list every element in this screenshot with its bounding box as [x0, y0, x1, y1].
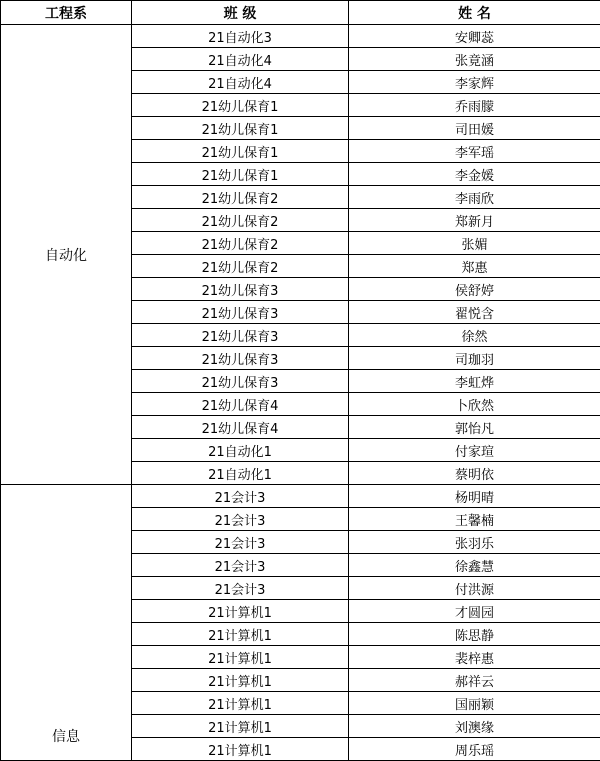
class-cell: 21幼儿保育3: [132, 324, 349, 347]
name-cell: 周乐瑶: [349, 738, 600, 761]
name-cell: 李军瑶: [349, 140, 600, 163]
class-cell: 21幼儿保育4: [132, 416, 349, 439]
name-cell: 国丽颖: [349, 692, 600, 715]
name-cell: 侯舒婷: [349, 278, 600, 301]
name-cell: 张羽乐: [349, 531, 600, 554]
class-cell: 21会计3: [132, 577, 349, 600]
class-cell: 21计算机1: [132, 692, 349, 715]
name-cell: 乔雨朦: [349, 94, 600, 117]
name-cell: 郝祥云: [349, 669, 600, 692]
class-cell: 21幼儿保育4: [132, 393, 349, 416]
class-cell: 21幼儿保育1: [132, 140, 349, 163]
department-cell: 信息: [1, 485, 132, 761]
class-cell: 21幼儿保育3: [132, 370, 349, 393]
class-cell: 21幼儿保育2: [132, 209, 349, 232]
table-row: [1, 25, 600, 48]
name-cell: 张媚: [349, 232, 600, 255]
name-cell: 翟悦含: [349, 301, 600, 324]
name-cell: 郭怡凡: [349, 416, 600, 439]
roster-body: [1, 25, 600, 761]
header-name: 姓 名: [349, 1, 600, 25]
name-cell: 张竟涵: [349, 48, 600, 71]
name-cell: 徐鑫慧: [349, 554, 600, 577]
class-cell: 21幼儿保育1: [132, 163, 349, 186]
name-cell: 李雨欣: [349, 186, 600, 209]
class-cell: 21计算机1: [132, 715, 349, 738]
name-cell: 司田媛: [349, 117, 600, 140]
class-cell: 21计算机1: [132, 646, 349, 669]
name-cell: 才圆园: [349, 600, 600, 623]
class-cell: 21幼儿保育3: [132, 347, 349, 370]
class-cell: 21会计3: [132, 554, 349, 577]
header-department: 工程系: [1, 1, 132, 25]
name-cell: 陈思静: [349, 623, 600, 646]
class-cell: 21幼儿保育1: [132, 94, 349, 117]
class-cell: 21计算机1: [132, 623, 349, 646]
class-cell: 21幼儿保育2: [132, 232, 349, 255]
name-cell: 刘澳缘: [349, 715, 600, 738]
name-cell: 蔡明依: [349, 462, 600, 485]
class-cell: 21会计3: [132, 485, 349, 508]
class-cell: 21计算机1: [132, 669, 349, 692]
class-cell: 21自动化1: [132, 462, 349, 485]
class-cell: 21会计3: [132, 508, 349, 531]
name-cell: 安卿蕊: [349, 25, 600, 48]
name-cell: 郑新月: [349, 209, 600, 232]
class-cell: 21自动化3: [132, 25, 349, 48]
class-cell: 21幼儿保育3: [132, 301, 349, 324]
class-cell: 21自动化4: [132, 71, 349, 94]
name-cell: 裴梓惠: [349, 646, 600, 669]
class-cell: 21计算机1: [132, 738, 349, 761]
name-cell: 徐然: [349, 324, 600, 347]
name-cell: 李虹烨: [349, 370, 600, 393]
class-cell: 21幼儿保育1: [132, 117, 349, 140]
class-cell: 21自动化1: [132, 439, 349, 462]
class-cell: 21自动化4: [132, 48, 349, 71]
name-cell: 李家辉: [349, 71, 600, 94]
name-cell: 付家瑄: [349, 439, 600, 462]
header-row: [1, 1, 600, 25]
department-cell: 自动化: [1, 25, 132, 485]
name-cell: 司珈羽: [349, 347, 600, 370]
name-cell: 付洪源: [349, 577, 600, 600]
table-row: [1, 485, 600, 508]
name-cell: 李金媛: [349, 163, 600, 186]
class-cell: 21会计3: [132, 531, 349, 554]
class-cell: 21计算机1: [132, 600, 349, 623]
class-cell: 21幼儿保育2: [132, 255, 349, 278]
name-cell: 王馨楠: [349, 508, 600, 531]
class-cell: 21幼儿保育3: [132, 278, 349, 301]
name-cell: 郑惠: [349, 255, 600, 278]
class-cell: 21幼儿保育2: [132, 186, 349, 209]
header-class: 班 级: [132, 1, 349, 25]
name-cell: 杨明晴: [349, 485, 600, 508]
name-cell: 卜欣然: [349, 393, 600, 416]
